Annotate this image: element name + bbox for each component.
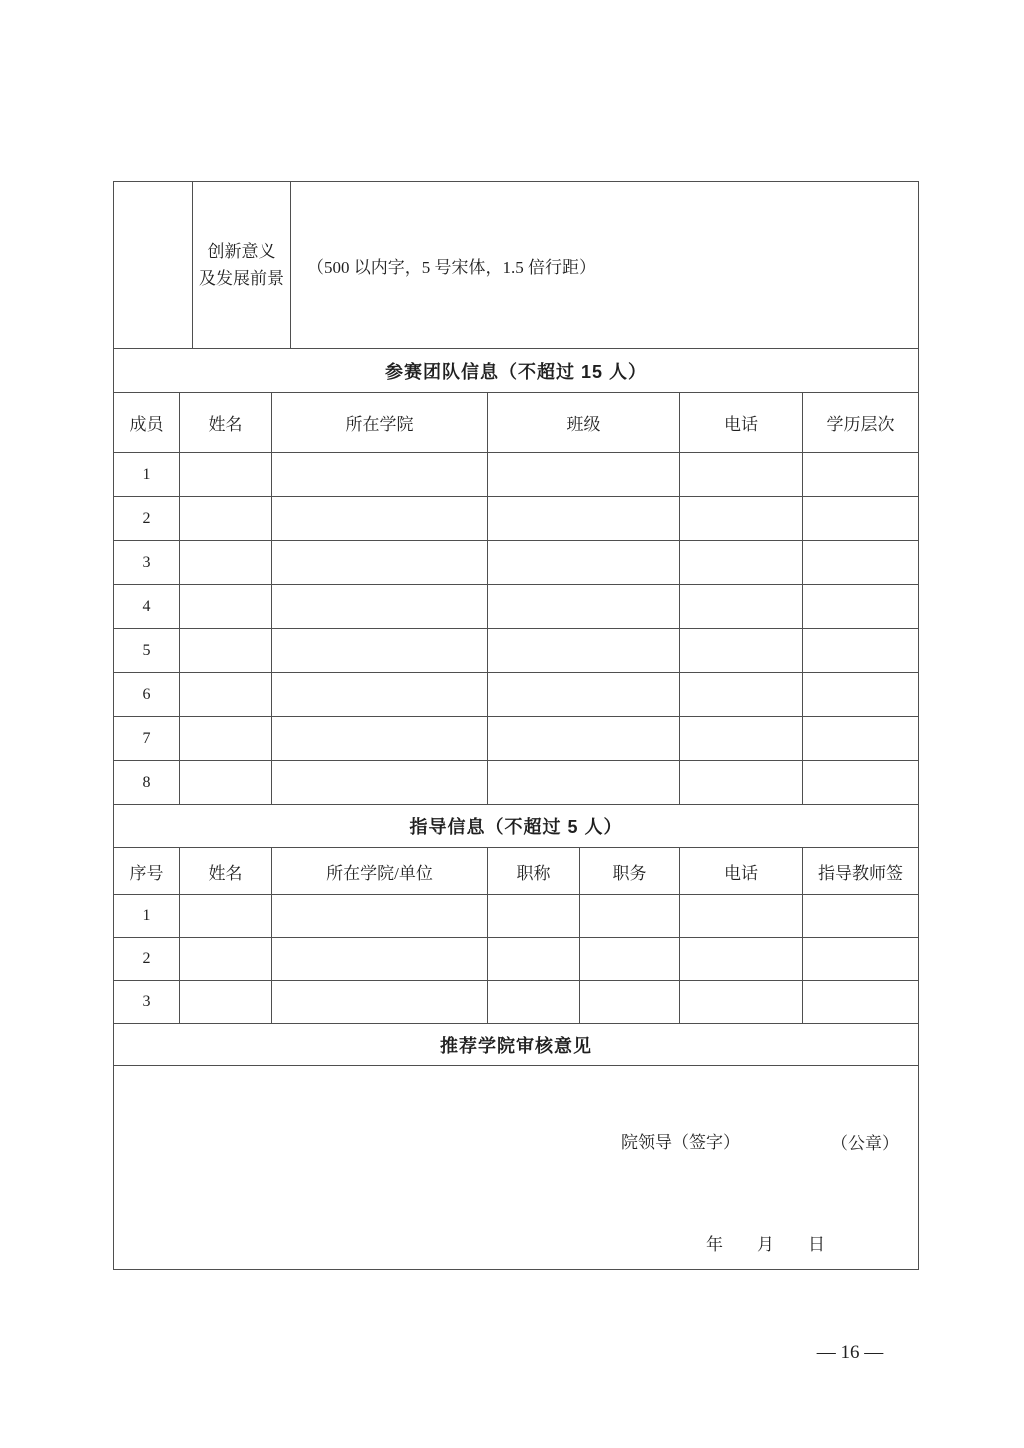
team-header-name: 姓名 bbox=[180, 393, 272, 453]
advisor-phone-cell bbox=[680, 981, 803, 1024]
team-header-college: 所在学院 bbox=[272, 393, 488, 453]
team-header-degree: 学历层次 bbox=[803, 393, 918, 453]
advisor-signature-cell bbox=[803, 938, 918, 981]
advisor-index-cell: 2 bbox=[114, 938, 180, 981]
member-class-cell bbox=[488, 585, 680, 629]
advisor-title-cell bbox=[488, 895, 580, 938]
member-index-cell: 1 bbox=[114, 453, 180, 497]
member-degree-cell bbox=[803, 629, 918, 673]
review-opinion-cell bbox=[114, 1066, 918, 1269]
member-name-cell bbox=[180, 453, 272, 497]
member-phone-cell bbox=[680, 497, 803, 541]
advisor-phone-cell bbox=[680, 938, 803, 981]
advisor-section-title-text: 指导信息（不超过 5 人） bbox=[409, 817, 623, 837]
member-phone-cell bbox=[680, 761, 803, 805]
advisor-unit-cell bbox=[272, 895, 488, 938]
member-name-cell bbox=[180, 497, 272, 541]
advisor-header-duty: 职务 bbox=[580, 848, 680, 895]
member-phone-cell bbox=[680, 541, 803, 585]
innovation-placeholder-text: （500 以内字，5 号宋体，1.5 倍行距） bbox=[307, 257, 596, 277]
member-phone-cell bbox=[680, 585, 803, 629]
member-college-cell bbox=[272, 717, 488, 761]
innovation-row-stub-cell bbox=[114, 182, 193, 348]
innovation-label-line2: 及发展前景 bbox=[199, 269, 284, 288]
member-name-cell bbox=[180, 761, 272, 805]
member-degree-cell bbox=[803, 541, 918, 585]
member-phone-cell bbox=[680, 629, 803, 673]
member-class-cell bbox=[488, 541, 680, 585]
member-phone-cell bbox=[680, 717, 803, 761]
advisor-header-name: 姓名 bbox=[180, 848, 272, 895]
advisor-duty-cell bbox=[580, 938, 680, 981]
innovation-row bbox=[114, 182, 918, 349]
member-index-cell: 3 bbox=[114, 541, 180, 585]
team-table bbox=[114, 393, 918, 805]
member-name-cell bbox=[180, 629, 272, 673]
advisor-index-cell: 1 bbox=[114, 895, 180, 938]
advisor-table bbox=[114, 848, 918, 1024]
team-section-title-text: 参赛团队信息（不超过 15 人） bbox=[384, 361, 648, 382]
member-index-cell: 4 bbox=[114, 585, 180, 629]
member-class-cell bbox=[488, 453, 680, 497]
member-college-cell bbox=[272, 673, 488, 717]
advisor-signature-cell bbox=[803, 895, 918, 938]
advisor-header-signature: 指导教师签 bbox=[803, 848, 918, 895]
advisor-header-unit: 所在学院/单位 bbox=[272, 848, 488, 895]
member-name-cell bbox=[180, 541, 272, 585]
team-header-phone: 电话 bbox=[680, 393, 803, 453]
innovation-label-line1: 创新意义 bbox=[207, 241, 276, 261]
member-phone-cell bbox=[680, 673, 803, 717]
review-section-title-text: 推荐学院审核意见 bbox=[440, 1035, 592, 1056]
advisor-section-title bbox=[114, 805, 918, 848]
team-header-class: 班级 bbox=[488, 393, 680, 453]
advisor-header-phone: 电话 bbox=[680, 848, 803, 895]
member-index-cell: 6 bbox=[114, 673, 180, 717]
member-college-cell bbox=[272, 761, 488, 805]
advisor-unit-cell bbox=[272, 938, 488, 981]
member-degree-cell bbox=[803, 761, 918, 805]
member-name-cell bbox=[180, 585, 272, 629]
team-section-title bbox=[114, 349, 918, 393]
advisor-index-cell: 3 bbox=[114, 981, 180, 1024]
member-index-cell: 2 bbox=[114, 497, 180, 541]
advisor-phone-cell bbox=[680, 895, 803, 938]
advisor-unit-cell bbox=[272, 981, 488, 1024]
member-index-cell: 7 bbox=[114, 717, 180, 761]
team-header-member: 成员 bbox=[114, 393, 180, 453]
member-degree-cell bbox=[803, 453, 918, 497]
application-form-table bbox=[113, 181, 919, 1270]
advisor-signature-cell bbox=[803, 981, 918, 1024]
innovation-content-cell bbox=[291, 182, 918, 348]
advisor-name-cell bbox=[180, 981, 272, 1024]
advisor-duty-cell bbox=[580, 981, 680, 1024]
member-index-cell: 5 bbox=[114, 629, 180, 673]
advisor-title-cell bbox=[488, 938, 580, 981]
advisor-name-cell bbox=[180, 938, 272, 981]
advisor-title-cell bbox=[488, 981, 580, 1024]
member-index-cell: 8 bbox=[114, 761, 180, 805]
member-name-cell bbox=[180, 673, 272, 717]
member-degree-cell bbox=[803, 673, 918, 717]
advisor-duty-cell bbox=[580, 895, 680, 938]
official-seal-label: （公章） bbox=[831, 1134, 899, 1153]
member-college-cell bbox=[272, 497, 488, 541]
leader-signature-label: 院领导（签字） bbox=[621, 1133, 740, 1152]
review-section-title bbox=[114, 1024, 918, 1066]
member-class-cell bbox=[488, 497, 680, 541]
member-class-cell bbox=[488, 629, 680, 673]
member-class-cell bbox=[488, 761, 680, 805]
member-phone-cell bbox=[680, 453, 803, 497]
member-college-cell bbox=[272, 629, 488, 673]
member-name-cell bbox=[180, 717, 272, 761]
date-label: 年 月 日 bbox=[706, 1235, 825, 1254]
member-degree-cell bbox=[803, 497, 918, 541]
advisor-header-title: 职称 bbox=[488, 848, 580, 895]
member-class-cell bbox=[488, 717, 680, 761]
member-class-cell bbox=[488, 673, 680, 717]
member-degree-cell bbox=[803, 717, 918, 761]
member-college-cell bbox=[272, 453, 488, 497]
member-college-cell bbox=[272, 585, 488, 629]
page-number: — 16 — bbox=[816, 1342, 884, 1363]
innovation-label-cell bbox=[193, 182, 291, 348]
advisor-name-cell bbox=[180, 895, 272, 938]
advisor-header-index: 序号 bbox=[114, 848, 180, 895]
member-college-cell bbox=[272, 541, 488, 585]
member-degree-cell bbox=[803, 585, 918, 629]
